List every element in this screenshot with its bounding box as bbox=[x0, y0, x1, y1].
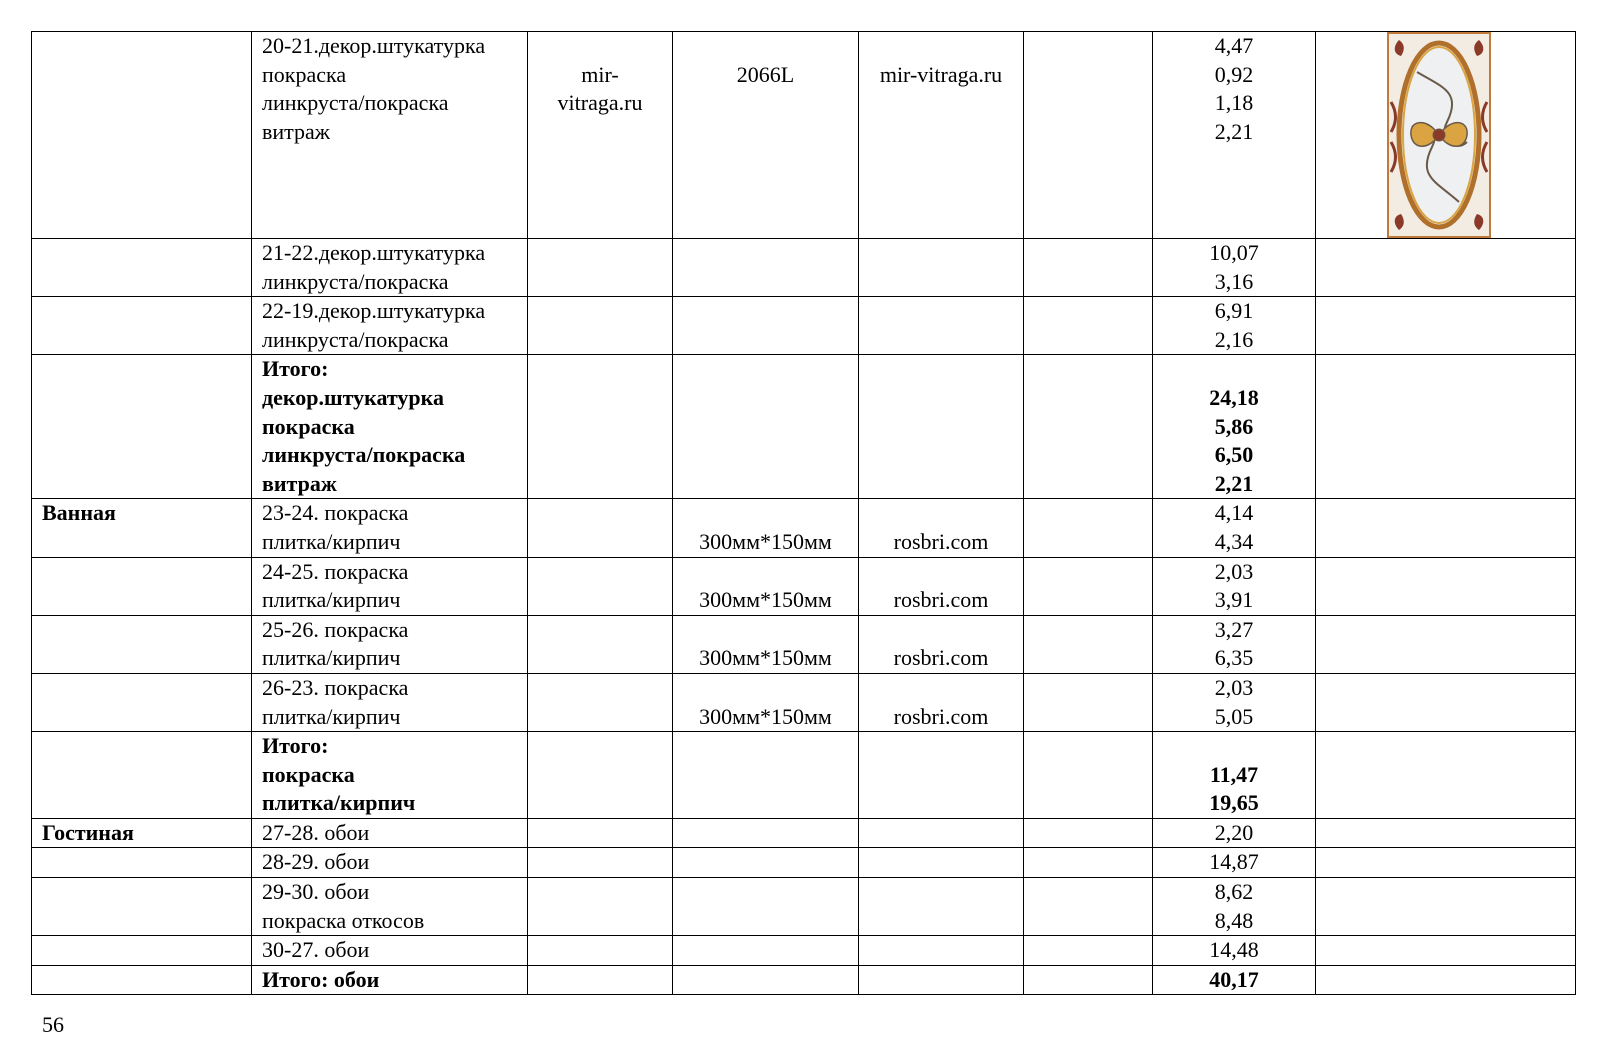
empty-cell bbox=[1024, 297, 1153, 355]
article-cell bbox=[673, 965, 859, 995]
table-row bbox=[32, 239, 1576, 297]
table-row bbox=[32, 818, 1576, 848]
values-cell: 4,14 4,34 bbox=[1153, 499, 1316, 557]
table-row bbox=[32, 557, 1576, 615]
article-cell: 2066L bbox=[673, 32, 859, 239]
room-cell bbox=[32, 297, 252, 355]
empty-cell bbox=[1024, 878, 1153, 936]
table-row bbox=[32, 848, 1576, 878]
supplier-cell: mir-vitraga.ru bbox=[859, 32, 1024, 239]
empty-cell bbox=[1024, 673, 1153, 731]
description-cell: 26-23. покраска плитка/кирпич bbox=[252, 673, 528, 731]
image-cell bbox=[1316, 557, 1576, 615]
supplier-cell bbox=[859, 239, 1024, 297]
room-cell: Гостиная bbox=[32, 818, 252, 848]
description-cell: 25-26. покраска плитка/кирпич bbox=[252, 615, 528, 673]
values-cell: 14,48 bbox=[1153, 936, 1316, 966]
stained-glass-image bbox=[1387, 32, 1491, 238]
values-cell: 14,87 bbox=[1153, 848, 1316, 878]
description-cell: Итого: декор.штукатурка покраска линкруста/покраска витраж bbox=[252, 355, 528, 499]
supplier-cell bbox=[859, 732, 1024, 819]
empty-cell bbox=[1024, 557, 1153, 615]
values-cell: 11,47 19,65 bbox=[1153, 732, 1316, 819]
article-cell: 300мм*150мм bbox=[673, 673, 859, 731]
empty-cell bbox=[1024, 239, 1153, 297]
description-cell: 28-29. обои bbox=[252, 848, 528, 878]
room-cell bbox=[32, 557, 252, 615]
image-cell bbox=[1316, 818, 1576, 848]
empty-cell bbox=[1024, 32, 1153, 239]
manufacturer-cell bbox=[528, 557, 673, 615]
values-cell: 24,18 5,86 6,50 2,21 bbox=[1153, 355, 1316, 499]
values-cell: 4,47 0,92 1,18 2,21 bbox=[1153, 32, 1316, 239]
empty-cell bbox=[1024, 732, 1153, 819]
total-row bbox=[32, 965, 1576, 995]
image-cell bbox=[1316, 848, 1576, 878]
image-cell bbox=[1316, 965, 1576, 995]
room-cell bbox=[32, 355, 252, 499]
empty-cell bbox=[1024, 615, 1153, 673]
description-cell: 22-19.декор.штукатурка линкруста/покраска bbox=[252, 297, 528, 355]
description-cell: 20-21.декор.штукатурка покраска линкруста/покраска витраж bbox=[252, 32, 528, 239]
room-cell bbox=[32, 878, 252, 936]
supplier-cell bbox=[859, 297, 1024, 355]
empty-cell bbox=[1024, 848, 1153, 878]
image-cell bbox=[1316, 32, 1576, 239]
manufacturer-cell bbox=[528, 297, 673, 355]
manufacturer-cell bbox=[528, 936, 673, 966]
room-cell bbox=[32, 965, 252, 995]
image-cell bbox=[1316, 878, 1576, 936]
values-cell: 6,91 2,16 bbox=[1153, 297, 1316, 355]
supplier-cell bbox=[859, 355, 1024, 499]
manufacturer-cell bbox=[528, 673, 673, 731]
image-cell bbox=[1316, 936, 1576, 966]
description-cell: 23-24. покраска плитка/кирпич bbox=[252, 499, 528, 557]
room-cell bbox=[32, 848, 252, 878]
page-number: 56 bbox=[42, 1012, 64, 1037]
article-cell bbox=[673, 848, 859, 878]
values-cell: 2,20 bbox=[1153, 818, 1316, 848]
image-cell bbox=[1316, 615, 1576, 673]
values-cell: 10,07 3,16 bbox=[1153, 239, 1316, 297]
article-cell bbox=[673, 818, 859, 848]
finishing-spec-table bbox=[31, 31, 1576, 995]
empty-cell bbox=[1024, 818, 1153, 848]
values-cell: 3,27 6,35 bbox=[1153, 615, 1316, 673]
empty-cell bbox=[1024, 355, 1153, 499]
manufacturer-cell bbox=[528, 239, 673, 297]
manufacturer-cell bbox=[528, 499, 673, 557]
article-cell bbox=[673, 239, 859, 297]
table-row bbox=[32, 673, 1576, 731]
article-cell: 300мм*150мм bbox=[673, 557, 859, 615]
room-cell bbox=[32, 615, 252, 673]
image-cell bbox=[1316, 499, 1576, 557]
supplier-cell bbox=[859, 936, 1024, 966]
image-cell bbox=[1316, 297, 1576, 355]
description-cell: Итого: покраска плитка/кирпич bbox=[252, 732, 528, 819]
values-cell: 2,03 3,91 bbox=[1153, 557, 1316, 615]
total-row bbox=[32, 355, 1576, 499]
room-cell bbox=[32, 32, 252, 239]
article-cell bbox=[673, 297, 859, 355]
article-cell bbox=[673, 732, 859, 819]
description-cell: 27-28. обои bbox=[252, 818, 528, 848]
article-cell bbox=[673, 355, 859, 499]
manufacturer-cell bbox=[528, 965, 673, 995]
article-cell: 300мм*150мм bbox=[673, 615, 859, 673]
image-cell bbox=[1316, 673, 1576, 731]
supplier-cell: rosbri.com bbox=[859, 557, 1024, 615]
room-cell bbox=[32, 732, 252, 819]
empty-cell bbox=[1024, 936, 1153, 966]
supplier-cell: rosbri.com bbox=[859, 673, 1024, 731]
table-row bbox=[32, 936, 1576, 966]
values-cell: 2,03 5,05 bbox=[1153, 673, 1316, 731]
values-cell: 40,17 bbox=[1153, 965, 1316, 995]
article-cell: 300мм*150мм bbox=[673, 499, 859, 557]
article-cell bbox=[673, 936, 859, 966]
empty-cell bbox=[1024, 965, 1153, 995]
description-cell: 24-25. покраска плитка/кирпич bbox=[252, 557, 528, 615]
supplier-cell bbox=[859, 965, 1024, 995]
empty-cell bbox=[1024, 499, 1153, 557]
supplier-cell: rosbri.com bbox=[859, 615, 1024, 673]
manufacturer-cell bbox=[528, 615, 673, 673]
image-cell bbox=[1316, 732, 1576, 819]
description-cell: Итого: обои bbox=[252, 965, 528, 995]
manufacturer-cell: mir- vitraga.ru bbox=[528, 32, 673, 239]
supplier-cell bbox=[859, 848, 1024, 878]
manufacturer-cell bbox=[528, 878, 673, 936]
manufacturer-cell bbox=[528, 355, 673, 499]
manufacturer-cell bbox=[528, 818, 673, 848]
description-cell: 21-22.декор.штукатурка линкруста/покраска bbox=[252, 239, 528, 297]
supplier-cell bbox=[859, 818, 1024, 848]
description-cell: 29-30. обои покраска откосов bbox=[252, 878, 528, 936]
table-row bbox=[32, 615, 1576, 673]
manufacturer-cell bbox=[528, 848, 673, 878]
image-cell bbox=[1316, 355, 1576, 499]
image-cell bbox=[1316, 239, 1576, 297]
room-cell: Ванная bbox=[32, 499, 252, 557]
room-cell bbox=[32, 673, 252, 731]
table-row bbox=[32, 297, 1576, 355]
supplier-cell bbox=[859, 878, 1024, 936]
table-row bbox=[32, 32, 1576, 239]
manufacturer-cell bbox=[528, 732, 673, 819]
table-row bbox=[32, 499, 1576, 557]
supplier-cell: rosbri.com bbox=[859, 499, 1024, 557]
description-cell: 30-27. обои bbox=[252, 936, 528, 966]
room-cell bbox=[32, 239, 252, 297]
article-cell bbox=[673, 878, 859, 936]
values-cell: 8,62 8,48 bbox=[1153, 878, 1316, 936]
total-row bbox=[32, 732, 1576, 819]
table-row bbox=[32, 878, 1576, 936]
room-cell bbox=[32, 936, 252, 966]
